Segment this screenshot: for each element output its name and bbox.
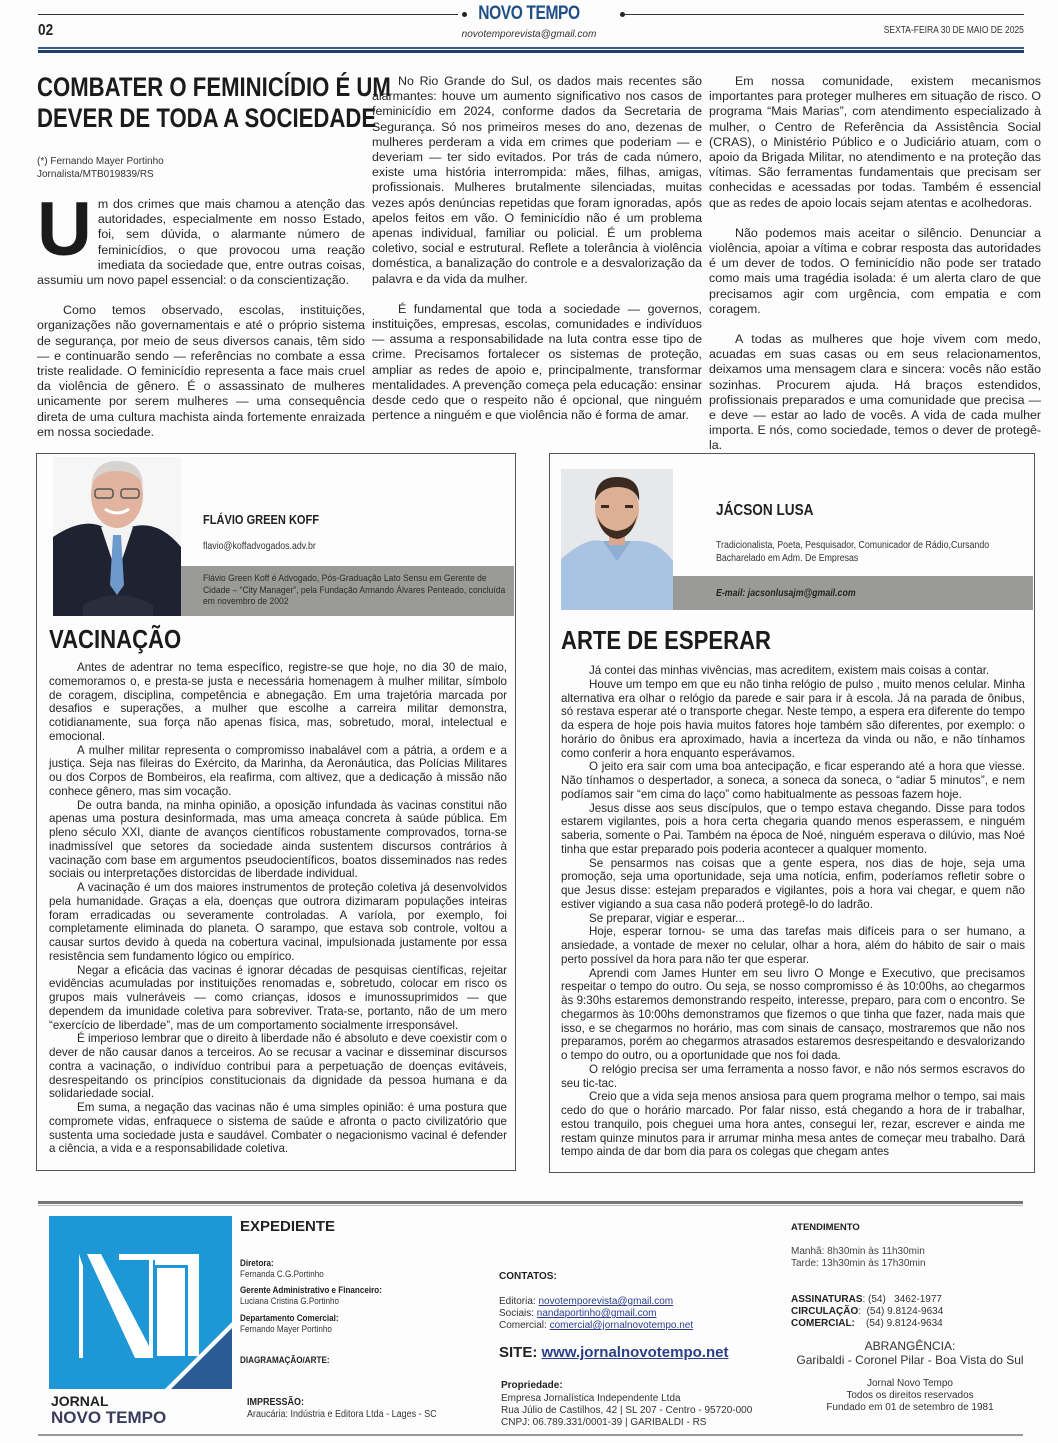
header-divider — [38, 50, 1024, 53]
impressao-label: IMPRESSÃO: — [247, 1397, 305, 1408]
hours-afternoon: Tarde: 13h30min às 17h30min — [791, 1258, 926, 1269]
footer-divider — [38, 1205, 1023, 1206]
contact-label: Editoria: — [499, 1296, 536, 1307]
article-headline — [37, 72, 391, 134]
diretora-name: Fernanda C.G.Portinho — [240, 1269, 324, 1279]
article-paragraph: Em nossa comunidade, existem mecanismos importantes para proteger mulheres em situação de risco. O programa “Mais Marias”, com atendimento especializado à mulher, o Centro de Referência da Assistência Social (CRAS), o Ministério Público e o Judiciário atuam, com o apoio da Brigada Militar, no atendimento e na proteção das vítimas. São ferramentas fundamentais que precisam ser conhecidas e acessadas por todas. Também é essencial que as redes de apoio locais sejam atentas e acolhedoras. — [709, 74, 1041, 210]
contact-label: Sociais: — [499, 1308, 535, 1319]
gerente-name: Luciana Cristina G.Portinho — [240, 1296, 340, 1306]
abrangencia-title: ABRANGÊNCIA: — [864, 1339, 956, 1353]
contact-editoria — [499, 1296, 673, 1307]
column-title: VACINAÇÃO — [49, 624, 182, 654]
column-paragraph: O jeito era sair com uma boa antecipação, e ficar esperando até a hora que viesse. Não tínhamos o despertador, a soneca, a soneca da soneca, o “adiar 5 minutos”, e nem podíamos sair “em cima do laço” como habitualmente as pessoas fazem hoje. — [561, 760, 1025, 801]
site-label: SITE: — [499, 1344, 538, 1361]
footer-bottom-rule — [38, 1434, 1023, 1436]
author-bio: Tradicionalista, Poeta, Pesquisador, Comunicador de Rádio,Cursando Bacharelado em Adm. De Empresas — [716, 540, 990, 564]
column-paragraph: Aprendi com James Hunter em seu livro O Monge e Executivo, que precisamos respeitar o tempo do outro. Ou seja, se nosso compromisso é às 10:00hs, ao chegarmos às 9:30hs estaremos demonstrando respeito, interesse, preparo, para com o encontro. Se chegarmos às 10:00hs demonstramos que fizemos o que tinha que fazer, nada mais que isso, e se chegarmos no horário, mas com sinais de cansaço, mostraremos que não nos preparamos, porém ao chegarmos atrasados estaremos desrespeitando e desvalorizando o tempo do outro, ou a oportunidade que nos foi dada. — [561, 966, 1025, 1062]
diretora-label: Diretora: — [240, 1258, 274, 1268]
article-column-1 — [37, 187, 365, 455]
header-divider — [38, 47, 1024, 49]
newspaper-name: NOVO TEMPO — [478, 3, 580, 24]
gerente-label: Gerente Administrativo e Financeiro: — [240, 1285, 382, 1295]
atendimento-title: ATENDIMENTO — [791, 1222, 860, 1233]
article-paragraph: É fundamental que toda a sociedade — governos, instituições, empresas, escolas, comunidades e indivíduos — assuma a responsabilidade na luta contra esse tipo de crime. Precisamos fortalecer os sistemas de proteção, ampliar as redes de apoio e, principalmente, transformar mentalidades. A prevenção começa pela educação: ensinar desde cedo que o respeito não é opcional, que ninguém pertence a ninguém e que violência não é forma de amar. — [372, 301, 702, 423]
phone-label: CIRCULAÇÃO — [791, 1306, 859, 1317]
footer-divider — [38, 1201, 1023, 1204]
headline-line-2: DEVER DE TODA A SOCIEDADE — [37, 103, 377, 133]
column-body — [49, 661, 507, 1156]
column-paragraph: Antes de adentrar no tema específico, registre-se que hoje, no dia 30 de maio, comemoramos o, e presta-se justa e necessária homenagem à mulher militar, símbolo de coragem, disciplina, competência e abnegação. Em uma trajetória marcada por desafios e superações, a mulher que escolhe a carreira militar demonstra, cotidianamente, sua força não apenas física, mas, sobretudo, moral, intelectual e emocional. — [49, 661, 507, 743]
propriedade-line: Rua Júlio de Castilhos, 42 | SL 207 - Centro - 95720-000 — [501, 1405, 753, 1416]
phone-number: : (54) 3462-1977 — [862, 1294, 942, 1305]
logo-jornal-label: JORNAL — [51, 1393, 109, 1409]
site-url-link[interactable]: www.jornalnovotempo.net — [541, 1344, 729, 1361]
author-name: FLÁVIO GREEN KOFF — [203, 512, 320, 527]
author-name: (*) Fernando Mayer Portinho — [37, 156, 164, 167]
author-email[interactable]: E-mail: jacsonlusajm@gmail.com — [716, 588, 856, 599]
column-paragraph: Houve um tempo em que eu não tinha relógio de pulso , muito menos celular. Minha alternativa era olhar o relógio da parede e sair para ir à escola. Já na parada de ônibus, só restava esperar até o transporte chegar. Neste tempo, a espera era diferente do tempo da espera de hoje pois havia muitos fatores hoje também são diferentes, por exemplo: o horário do ônibus era aproximado, havia a incerteza da vinda ou não, e não tínhamos como conferir a hora enquanto esperávamos. — [561, 677, 1025, 760]
author-credential: Jornalista/MTB019839/RS — [37, 169, 154, 180]
author-email[interactable]: flavio@koffadvogados.adv.br — [203, 541, 316, 552]
propriedade-line: CNPJ: 06.789.331/0001-39 | GARIBALDI - RS — [501, 1417, 707, 1428]
paragraph-text: m dos crimes que mais chamou a atenção das autoridades, especialmente em nosso Estado, foi, sem dúvida, o alarmante número de feminicídios, o que provocou uma reação imediata da sociedade que, entre outras coisas, assumiu um novo papel essencial: o da conscientização. — [37, 197, 365, 288]
article-paragraph: Como temos observado, escolas, instituições, organizações não governamentais e até o próprio sistema de segurança, por meio de seus diversos canais, têm sido — e continuarão sendo — referências no combate a essa triste realidade. O feminicídio representa a face mais cruel da violência de gênero. É o assassinato de mulheres unicamente por serem mulheres — uma consequência direta de uma cultura machista ainda fortemente enraizada em nossa sociedade. — [37, 303, 365, 439]
phone-comercial — [791, 1318, 943, 1329]
propriedade-line: Empresa Jornalística Independente Ltda — [501, 1393, 681, 1404]
comercial-label: Departamento Comercial: — [240, 1313, 339, 1323]
column-paragraph: O relógio precisa ser uma ferramenta a nosso favor, e não nós sermos escravos do seu tic-tac. — [561, 1062, 1025, 1090]
sociais-email-link[interactable]: nandaportinho@gmail.com — [536, 1308, 657, 1319]
column-paragraph: Jesus disse aos seus discípulos, que o tempo estava chegando. Disse para todos estarem vigilantes, pois a hora certa chegaria quando menos esperassem, e ninguém saberia, somente o Pai. Também na época de Noé, ninguém esperava o dilúvio, mas Noé tinha que estar preparado pois poderia acontecer a qualquer momento. — [561, 801, 1025, 856]
column-paragraph: De outra banda, na minha opinião, a oposição infundada às vacinas constitui não apenas uma postura desinformada, mas uma ameaça concreta à saúde pública. Em pleno século XXI, diante de avanços científicos robustamente comprovados, torna-se inadmissível que setores da sociedade ainda sustentem discursos contrários à vacinação com base em argumentos pseudocientíficos, boatos disseminados nas redes sociais ou interpretações distorcidas de liberdade individual. — [49, 798, 507, 881]
column-paragraph: Já contei das minhas vivências, mas acreditem, existem mais coisas a contar. — [589, 664, 990, 677]
article-paragraph: No Rio Grande do Sul, os dados mais recentes são alarmantes: houve um aumento significativo nos casos de feminicídio em 2024, conforme dados da Secretaria de Segurança. Só nos primeiros meses do ano, dezenas de mulheres perderam a vida em crimes que poderiam — e deveriam — ter sido evitados. Por trás de cada número, existe uma história interrompida: mães, filhas, amigas, profissionais. Mulheres brutalmente silenciadas, muitas vezes após denúncias repetidas que foram ignoradas, após apelos feitos em vão. O feminicídio não é um problema apenas individual, familiar ou policial. É um problema coletivo, social e estrutural. Reflete a tolerância à violência doméstica, a banalização do controle e a desvalorização da palavra e da vida da mulher. — [372, 74, 702, 286]
author-photo-jacson — [561, 469, 673, 610]
header-email[interactable]: novotemporevista@gmail.com — [461, 29, 597, 40]
contatos-title: CONTATOS: — [499, 1271, 557, 1282]
column-title: ARTE DE ESPERAR — [561, 625, 771, 655]
author-photo-flavio — [53, 457, 181, 616]
nt-logo-icon — [49, 1216, 232, 1389]
column-paragraph: A vacinação é um dos maiores instrumentos de proteção coletiva já desenvolvidos pela humanidade. Graças a ela, doenças que outrora dizimaram populações inteiras foram erradicadas ou severamente controladas. A varíola, por exemplo, foi completamente eliminada do planeta. O sarampo, que estava sob controle, voltou a causar surtos devido à queda na cobertura vacinal, impulsionada justamente por essa resistência sem fundamento lógico ou empírico. — [49, 881, 507, 963]
article-paragraph: A todas as mulheres que hoje vivem com medo, acuadas em suas casas ou em seus relacionamentos, deixamos uma mensagem clara e sincera: vocês não estão sozinhas. Procurem ajuda. Há braços estendidos, profissionais preparados e uma comunidade que precisa — e deve — estar ao lado de vocês. A vida de cada mulher importa. E nós, como sociedade, temos o dever de protegê-la. — [709, 332, 1041, 453]
contact-label: Comercial: — [499, 1320, 547, 1331]
phone-circulacao — [791, 1306, 943, 1317]
editoria-email-link[interactable]: novotemporevista@gmail.com — [538, 1296, 674, 1307]
column-paragraph: Se pensarmos nas coisas que a gente espera, nos dias de hoje, seja uma promoção, seja uma oportunidade, seja uma notícia, enfim, poderíamos refletir sobre o que Jesus disse: estejam preparados e vigilantes, pois a hora vai chegar, e quem não estiver vigiando a sua casa não poderá protegê-lo do ladrão. — [561, 856, 1025, 911]
column-paragraph: É imperioso lembrar que o direito à liberdade não é absoluto e deve coexistir com o dever de não causar danos a terceiros. Ao se recusar a vacinar e disseminar discursos contra a vacinação, o indivíduo contribui para a perpetuação de doenças evitáveis, desrespeitando os princípios constitucionais da dignidade da pessoa humana e da solidariedade social. — [49, 1032, 507, 1101]
phone-assinaturas — [791, 1294, 942, 1305]
comercial-email-link[interactable]: comercial@jornalnovotempo.net — [549, 1320, 694, 1331]
propriedade-title: Propriedade: — [501, 1380, 563, 1391]
author-name: JÁCSON LUSA — [716, 502, 814, 519]
logo-name-label: NOVO TEMPO — [51, 1408, 167, 1427]
article-column-2 — [372, 74, 702, 438]
article-column-3 — [709, 74, 1041, 469]
rights-line: Jornal Novo Tempo — [867, 1378, 953, 1389]
article-paragraph: Não podemos mais aceitar o silêncio. Denunciar a violência, apoiar a vítima e cobrar resposta das autoridades é um dever de todos. O feminicídio não pode ser tratado como mais uma tragédia isolada: é um alerta claro de que precisamos agir com urgência, com empatia e com coragem. — [709, 225, 1041, 316]
contact-sociais — [499, 1308, 656, 1319]
column-paragraph: Negar a eficácia das vacinas é ignorar décadas de pesquisas científicas, rejeitar evidências acumuladas por instituições renomadas e, sobretudo, colocar em risco os grupos mais vulneráveis — como crianças, idosos e imunossuprimidos — que dependem da imunidade coletiva para sobreviver. Trata-se, portanto, não de um mero “exercício de liberdade”, mas de um comportamento socialmente irresponsável. — [49, 963, 507, 1032]
portrait-icon — [53, 457, 181, 616]
site-line — [499, 1344, 728, 1361]
column-body — [561, 664, 1025, 1159]
headline-line-1: COMBATER O FEMINICÍDIO É UM — [37, 72, 391, 102]
phone-number: (54) 9.8124-9634 — [854, 1318, 943, 1329]
page-number: 02 — [38, 22, 54, 39]
issue-date: SEXTA-FEIRA 30 DE MAIO DE 2025 — [883, 25, 1024, 36]
column-paragraph: Em suma, a negação das vacinas não é uma simples opinião: é uma postura que compromete vidas, enfraquece o sistema de saúde e afronta o pacto civilizatório que sustenta uma sociedade justa e saudável. Combater o negacionismo vacinal é defender a ciência, a vida e a responsabilidade coletiva. — [49, 1101, 507, 1156]
phone-label: COMERCIAL: — [791, 1318, 855, 1329]
column-paragraph: Hoje, esperar tornou- se uma das tarefas mais difíceis para o ser humano, a ansiedade, a vontade de mexer no celular, olhar a hora, além do hábito de sair o mais perto possível da hora para não ter que esperar. — [561, 925, 1025, 966]
article-byline — [37, 155, 164, 181]
diagramacao-label: DIAGRAMAÇÃO/ARTE: — [240, 1355, 330, 1365]
abrangencia-value: Garibaldi - Coronel Pilar - Boa Vista do Sul — [796, 1353, 1024, 1367]
portrait-icon — [561, 469, 673, 610]
rights-line: Fundado em 01 de setembro de 1981 — [826, 1402, 994, 1413]
expediente-title: EXPEDIENTE — [240, 1218, 336, 1235]
hours-morning: Manhã: 8h30min às 11h30min — [791, 1246, 925, 1257]
column-paragraph: A mulher militar representa o compromisso inabalável com a pátria, a ordem e a justiça. Seja nas fileiras do Exército, da Marinha, da Aeronáutica, das Polícias Militares ou dos Corpos de Bombeiros, ela reafirma, com altivez, que a dedicação à missão não conhece gênero, mas sim vocação. — [49, 743, 507, 798]
contact-comercial — [499, 1320, 693, 1331]
comercial-name: Fernando Mayer Portinho — [240, 1324, 332, 1334]
phone-number: : (54) 9.8124-9634 — [858, 1306, 944, 1317]
drop-cap: U — [37, 187, 92, 272]
column-paragraph: Creio que a vida seja menos ansiosa para quem programa melhor o tempo, sai mais cedo do que o horário marcado. Por falar nisso, está chegando a hora de ir trabalhar, estou tranquilo, pois cheguei uma hora antes, consegui ler, rezar, escrever e ainda me restam quinze minutos para ir arrumar minha mesa antes de começar meu trabalho. Dará tempo ainda de dar bom dia para os colegas que chegam antes — [561, 1090, 1025, 1159]
column-paragraph: Se preparar, vigiar e esperar... — [589, 911, 745, 925]
author-bio: Flávio Green Koff é Advogado, Pós-Graduação Lato Sensu em Gerente de Cidade – “City Manager”, pela Fundação Armando Álvares Penteado, concluída em novembro de 2002 — [203, 573, 506, 607]
rights-line: Todos os direitos reservados — [846, 1390, 974, 1401]
phone-label: ASSINATURAS — [791, 1294, 863, 1305]
impressao-value: Araucária: Indústria e Editora Ltda - Lages - SC — [247, 1409, 437, 1420]
article-paragraph — [37, 187, 365, 288]
